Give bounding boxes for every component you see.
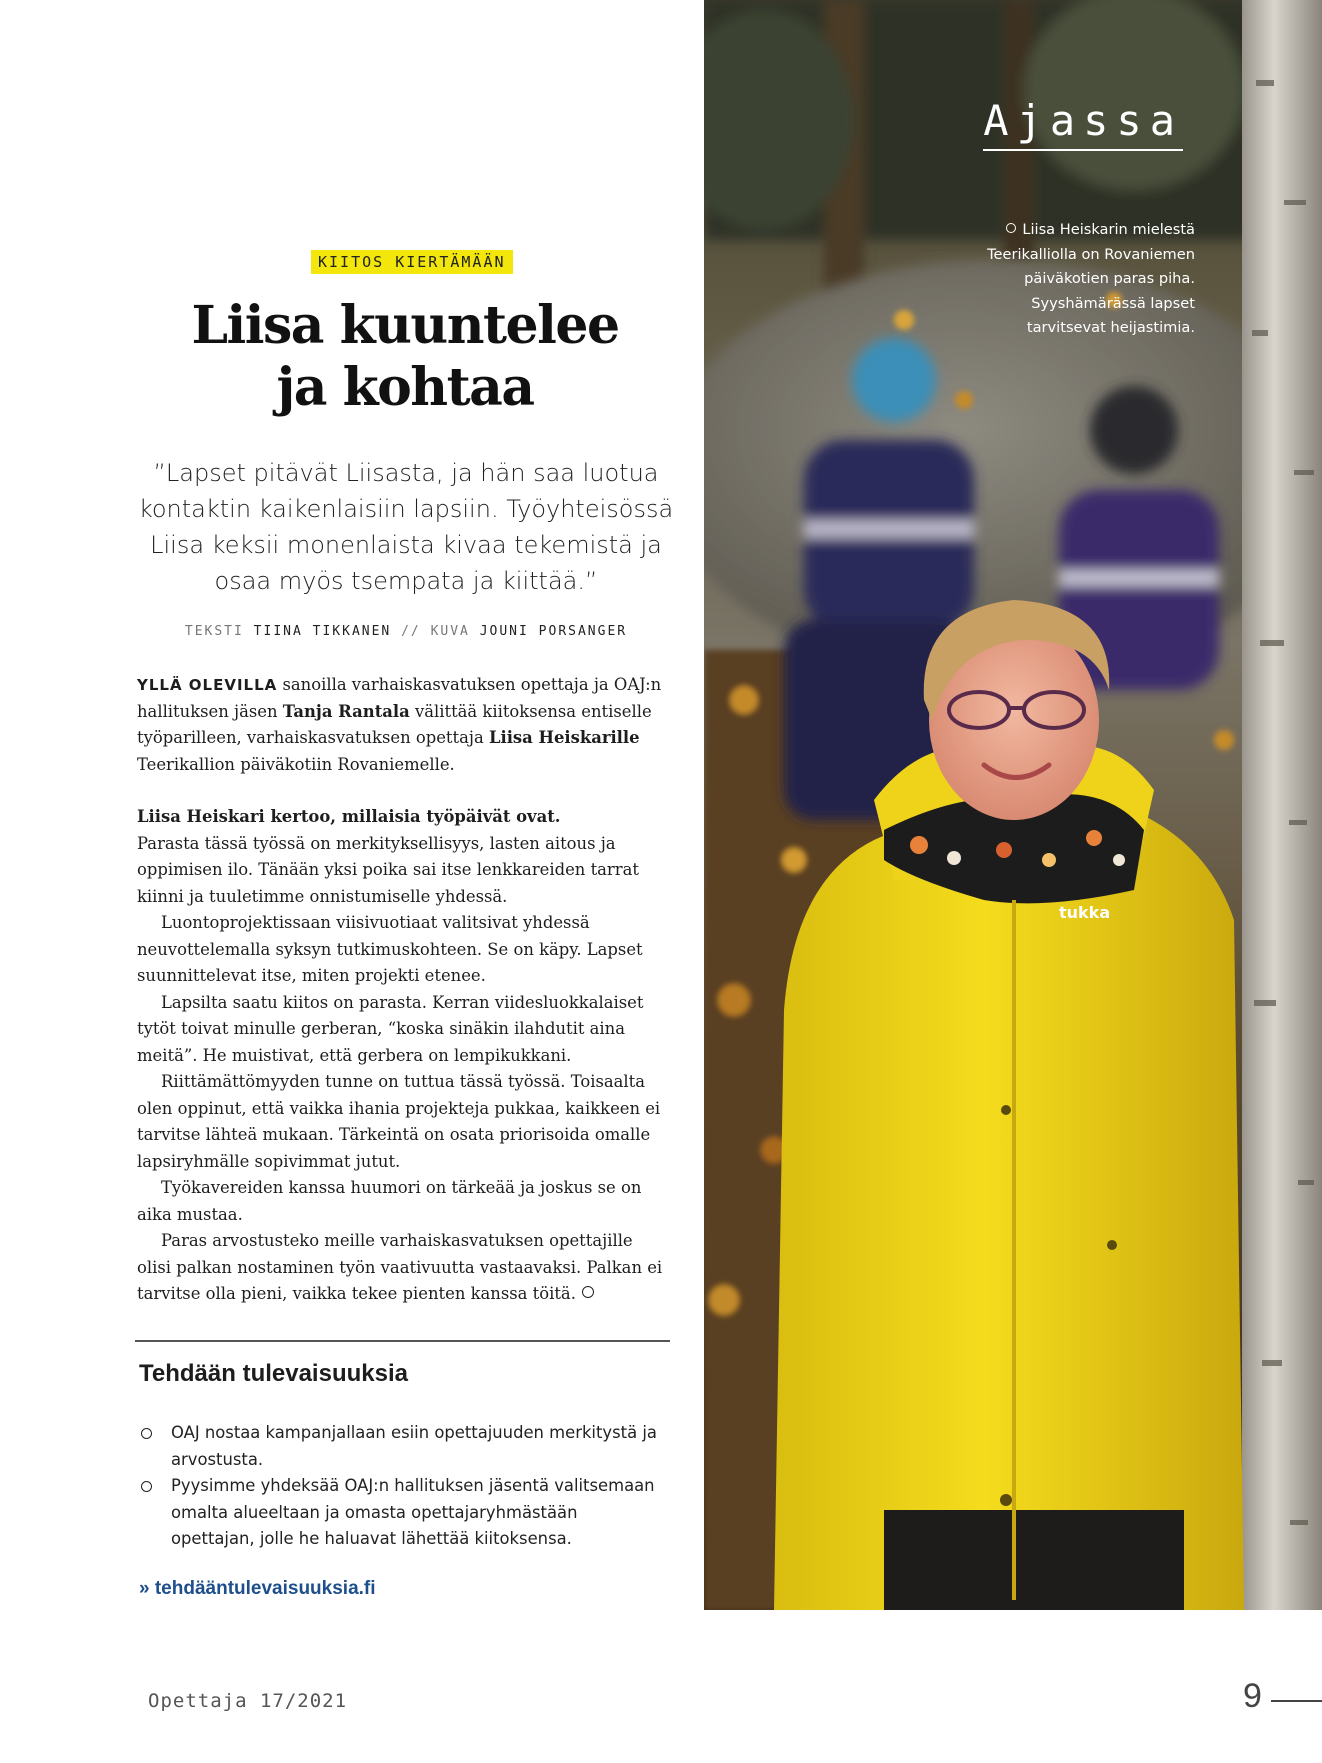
body-paragraph-6-text: Paras arvostusteko meille varhaiskasvatuksen opettajille olisi palkan nostaminen työn vaativuutta vastaavaksi. Palkan ei tarvitse olla pieni, vaikka tekee pienten kanssa töitä. <box>137 1231 663 1303</box>
question-text: Liisa Heiskari kertoo, millaisia työpäivät ovat. <box>137 807 561 826</box>
article-body <box>137 672 671 1308</box>
section-tag: KIITOS KIERTÄMÄÄN <box>311 250 513 274</box>
section-label: Ajassa <box>983 96 1183 151</box>
infobox-item <box>139 1473 659 1553</box>
jacket-logo: tukka <box>1059 903 1111 922</box>
byline-photo-author: JOUNI PORSANGER <box>479 624 628 639</box>
portrait-photo <box>704 0 1322 1610</box>
infobox-item-text: OAJ nostaa kampanjallaan esiin opettajuuden merkitystä ja arvostusta. <box>171 1423 657 1469</box>
caption-circle-icon <box>1006 223 1016 233</box>
intro-text-1: sanoilla varhaiskasvatuksen opettaja ja OAJ:n hallituksen jäsen <box>137 675 662 721</box>
intro-name-1: Tanja Rantala <box>282 701 410 721</box>
intro-text-2: välittää kiitoksensa entiselle työparilleen, varhaiskasvatuksen opettaja <box>137 701 652 747</box>
body-paragraph-1: Parasta tässä työssä on merkityksellisyys, lasten aitous ja oppimisen ilo. Tänään yksi poika sai itse lenkkareiden tarrat kiinni ja tuuletimme onnistumiselle yhdessä. <box>137 833 639 906</box>
body-paragraph-4: Riittämättömyyden tunne on tuttua tässä työssä. Toisaalta olen oppinut, että vaikka ihania projekteja pukkaa, kaikkeen ei tarvitse lähteä mukaan. Tärkeintä on osata priorisoida omalle lapsiryhmälle sopivimmat jutut. <box>137 1072 661 1171</box>
intro-paragraph <box>137 672 671 778</box>
intro-text-3: Teerikallion päiväkotiin Rovaniemelle. <box>137 754 455 774</box>
intro-kicker: YLLÄ OLEVILLA <box>137 676 278 694</box>
body-paragraph-5: Työkavereiden kanssa huumori on tärkeää ja joskus se on aika mustaa. <box>137 1178 642 1224</box>
photo-caption <box>985 218 1195 341</box>
headline <box>130 295 680 419</box>
headline-line-1: Liisa kuuntelee <box>191 295 619 356</box>
byline-photo-label: KUVA <box>430 624 470 639</box>
end-circle-icon <box>582 1286 594 1298</box>
infobox-list <box>139 1420 659 1553</box>
bullet-circle-icon <box>141 1481 152 1492</box>
byline-separator: // <box>401 624 421 639</box>
body-paragraph-3: Lapsilta saatu kiitos on parasta. Kerran viidesluokkalaiset tytöt toivat minulle gerberan, “koska sinäkin ilahdutit aina meitä”. He muistivat, että gerbera on lempikukkani. <box>137 992 644 1065</box>
body-paragraph-6 <box>137 1228 671 1308</box>
lead-quote: ”Lapset pitävät Liisasta, ja hän saa luotua kontaktin kaikenlaisiin lapsiin. Työyhteisössä Liisa keksii monenlaista kivaa tekemistä ja osaa myös tsempata ja kiittää.” <box>138 459 674 595</box>
infobox-item-text: Pyysimme yhdeksää OAJ:n hallituksen jäsentä valitsemaan omalta alueeltaan ja omasta opettajaryhmästään opettajan, jolle he haluavat lähettää kiitoksensa. <box>171 1476 655 1548</box>
page-number: 9 <box>1243 1677 1262 1715</box>
intro-name-2: Liisa Heiskarille <box>488 728 640 747</box>
page-number-rule <box>1271 1700 1322 1702</box>
paragraph-gap <box>137 778 671 804</box>
photo-caption-text: Liisa Heiskarin mielestä Teerikalliolla on Rovaniemen päiväkotien paras piha. Syyshämärässä lapset tarvitsevat heijastimia. <box>987 221 1195 336</box>
body-paragraph-2: Luontoprojektissaan viisivuotiaat valitsivat yhdessä neuvottelemalla syksyn tutkimuskohteen. Se on käpy. Lapset suunnittelevat itse, miten projekti etenee. <box>137 913 643 985</box>
byline-text-label: TEKSTI <box>184 624 244 639</box>
headline-line-2: ja kohtaa <box>276 357 534 418</box>
infobox-title: Tehdään tulevaisuuksia <box>139 1360 408 1387</box>
question-paragraph <box>137 804 671 831</box>
byline <box>132 624 680 639</box>
campaign-link[interactable]: » tehdääntulevaisuuksia.fi <box>139 1578 376 1599</box>
bullet-circle-icon <box>141 1428 152 1439</box>
infobox-item <box>139 1420 659 1473</box>
magazine-issue: Opettaja 17/2021 <box>148 1690 348 1712</box>
byline-text-author: TIINA TIKKANEN <box>253 624 392 639</box>
infobox-divider <box>135 1340 670 1342</box>
